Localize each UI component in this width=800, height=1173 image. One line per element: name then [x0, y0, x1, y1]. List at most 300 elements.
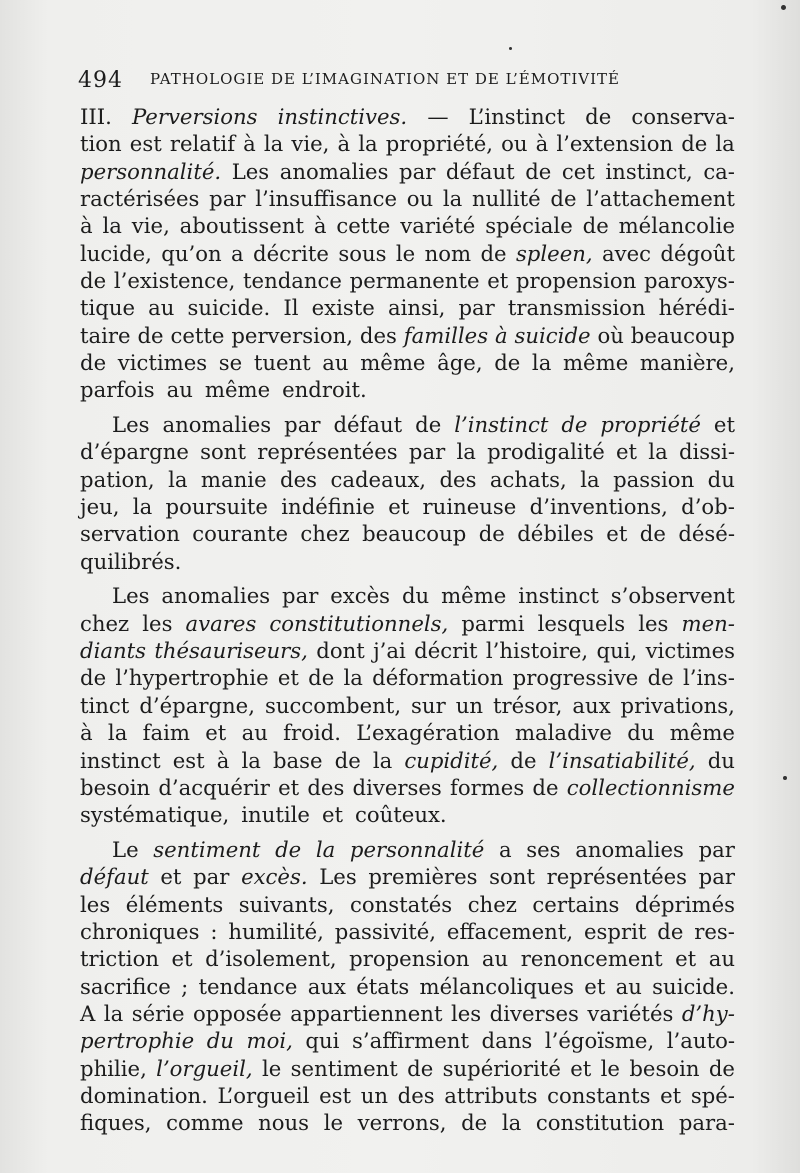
word: systématique,	[80, 802, 230, 828]
word: relatif	[169, 131, 236, 157]
word: un	[360, 1082, 388, 1108]
word: de	[525, 158, 552, 184]
word: est	[129, 131, 162, 157]
word: Les	[112, 412, 150, 438]
word: froid.	[283, 720, 341, 746]
word: du	[707, 747, 735, 773]
word: ca-	[703, 158, 735, 184]
word: suicide.	[187, 295, 271, 321]
text-line	[80, 158, 735, 185]
word: qui,	[596, 638, 638, 664]
word: :	[210, 918, 218, 944]
word: triction	[80, 946, 159, 972]
word: même	[562, 350, 629, 376]
text-line	[80, 349, 735, 376]
word: constitutionnels,	[269, 610, 449, 636]
word: thésauriseurs,	[154, 638, 308, 664]
word: diants	[80, 638, 147, 664]
word: la	[241, 747, 261, 773]
word: de	[80, 268, 107, 294]
word: est	[172, 747, 205, 773]
word: se	[218, 350, 243, 376]
word: mélancoliques	[419, 973, 575, 999]
word: a	[498, 836, 512, 862]
word: propension	[349, 946, 470, 972]
word: la	[501, 1110, 522, 1136]
text-line	[80, 1027, 735, 1054]
word: du	[206, 1028, 234, 1054]
word: au	[481, 946, 509, 972]
word: même	[204, 377, 271, 403]
word: ;	[181, 973, 189, 999]
word: victimes	[645, 638, 735, 664]
word: domination.	[80, 1082, 208, 1108]
word: men-	[681, 610, 735, 636]
word: âge,	[437, 350, 483, 376]
word: renoncement	[520, 946, 663, 972]
word: esprit	[583, 918, 647, 944]
word: indéfinie	[281, 494, 375, 520]
word: trésor,	[492, 692, 563, 718]
word: et	[388, 494, 410, 520]
word: représentées	[546, 864, 688, 890]
text-line	[80, 836, 735, 863]
word: opposée	[193, 1000, 282, 1026]
text-line	[80, 863, 735, 890]
word: nom	[424, 240, 472, 266]
word: l’attachement	[586, 186, 735, 212]
text-line	[80, 774, 735, 801]
word: de	[561, 412, 588, 438]
word: décrit	[414, 638, 478, 664]
word: besoin	[629, 1055, 700, 1081]
word: L’exagération	[356, 720, 500, 746]
word: qui	[305, 1028, 340, 1054]
word: tion	[80, 131, 122, 157]
word: cupidité,	[404, 747, 499, 773]
word: la	[132, 494, 153, 520]
text-line	[80, 294, 735, 321]
text-line	[80, 376, 735, 403]
word: au	[322, 350, 349, 376]
word: à	[535, 131, 549, 157]
word: sont	[200, 439, 246, 465]
word: par	[282, 583, 319, 609]
word: prodigalité	[487, 439, 605, 465]
word: chez	[300, 521, 350, 547]
text-line	[80, 973, 735, 1000]
word: constants	[547, 1082, 651, 1108]
word: défaut	[445, 158, 515, 184]
word: la	[343, 665, 363, 691]
word: spéciale	[485, 213, 573, 239]
word: Les	[319, 864, 357, 890]
word: au	[241, 720, 268, 746]
word: l’orgueil,	[156, 1055, 253, 1081]
word: victimes	[117, 350, 208, 376]
word: de	[681, 131, 708, 157]
word: succombent,	[264, 692, 402, 718]
word: lucide,	[80, 240, 152, 266]
word: comme	[166, 1110, 244, 1136]
word: propriété	[600, 412, 701, 438]
word: propension	[515, 268, 637, 294]
word: la	[648, 439, 668, 465]
paragraph	[80, 103, 735, 404]
word: la	[107, 720, 128, 746]
word: et	[584, 973, 606, 999]
word: beaucoup	[362, 521, 467, 547]
word: d’inventions,	[529, 494, 668, 520]
word: appartiennent	[290, 1000, 443, 1026]
word: anomalies	[162, 412, 272, 438]
word: dégoût	[660, 240, 735, 266]
word: les	[638, 610, 669, 636]
word: —	[427, 104, 449, 129]
word: cadeaux,	[330, 466, 427, 492]
text-line	[80, 185, 735, 212]
word: chez	[467, 891, 517, 917]
word: la	[315, 836, 336, 862]
word: verrons,	[357, 1110, 447, 1136]
word: la	[372, 747, 393, 773]
word: para-	[678, 1110, 735, 1136]
word: achats,	[489, 466, 567, 492]
word: attributs	[444, 1082, 538, 1108]
word: spleen,	[515, 240, 593, 266]
word: par	[458, 295, 495, 321]
word: chroniques	[80, 918, 200, 944]
word: à	[494, 322, 508, 348]
word: tuent	[253, 350, 311, 376]
word: variété	[400, 213, 476, 239]
word: dont	[316, 638, 365, 664]
word: et	[160, 864, 182, 890]
word: décrite	[253, 240, 329, 266]
word: propriété,	[385, 131, 494, 157]
word: spé-	[690, 1082, 735, 1108]
word: et	[570, 1055, 592, 1081]
word: courante	[192, 521, 288, 547]
word: par	[698, 864, 735, 890]
word: et	[675, 946, 697, 972]
word: permanente	[349, 268, 480, 294]
word: A	[80, 1000, 96, 1026]
word: de	[708, 1055, 735, 1081]
word: de	[582, 213, 609, 239]
word: nous	[258, 1110, 310, 1136]
word: ses	[526, 836, 561, 862]
word: pertrophie	[80, 1028, 195, 1054]
word: constatés	[349, 891, 453, 917]
word: parfois	[80, 377, 155, 403]
word: avares	[185, 610, 257, 636]
word: du	[401, 583, 430, 609]
word: sentiment	[290, 1055, 398, 1081]
word: aux	[572, 692, 611, 718]
word: nullité	[472, 186, 541, 212]
word: le	[600, 1055, 620, 1081]
running-title: PATHOLOGIE DE L’IMAGINATION ET DE L’ÉMOTIVITÉ	[150, 70, 621, 88]
word: de	[480, 240, 507, 266]
word: de	[80, 350, 107, 376]
word: les	[80, 891, 111, 917]
text-line	[80, 267, 735, 294]
word: l’auto-	[666, 1028, 735, 1054]
word: j’ai	[373, 638, 406, 664]
word: suicide.	[652, 973, 735, 999]
word: débiles	[517, 521, 594, 547]
text-line	[80, 918, 735, 945]
word: s’observent	[610, 583, 735, 609]
word: instinct	[80, 747, 161, 773]
word: au	[615, 973, 642, 999]
word: au	[708, 946, 735, 972]
word: à	[337, 131, 351, 157]
word: et	[606, 521, 628, 547]
word: déformation	[372, 665, 504, 691]
word: de	[647, 665, 674, 691]
word: de	[80, 665, 107, 691]
text-line	[80, 610, 735, 637]
word: Perversions	[131, 104, 258, 129]
word: faim	[142, 720, 190, 746]
word: anomalies	[279, 158, 389, 184]
word: dans	[481, 1028, 533, 1054]
word: ractérisées	[80, 186, 200, 212]
word: par	[399, 158, 436, 184]
word: l’extension	[556, 131, 674, 157]
word: du	[627, 720, 655, 746]
word: par	[698, 836, 735, 862]
word: chez	[80, 610, 130, 636]
word: formes	[449, 774, 525, 800]
word: par	[193, 864, 230, 890]
ink-speck	[781, 5, 786, 10]
word: fiques,	[80, 1110, 152, 1136]
word: à	[80, 213, 93, 239]
word: le	[323, 1110, 344, 1136]
word: du	[707, 466, 735, 492]
word: la	[263, 131, 284, 157]
word: par	[284, 412, 321, 438]
word: la	[580, 466, 600, 492]
word: de	[461, 1110, 488, 1136]
text-line	[80, 664, 735, 691]
word: supériorité	[442, 1055, 561, 1081]
word: d’isolement,	[205, 946, 337, 972]
word: perversion,	[231, 322, 354, 348]
word: et	[205, 720, 227, 746]
word: la	[442, 186, 463, 212]
word: des	[307, 774, 345, 800]
word: Les	[112, 583, 150, 609]
word: passivité,	[334, 918, 437, 944]
word: maladive	[514, 720, 612, 746]
word: certains	[532, 891, 620, 917]
text-line	[80, 438, 735, 465]
word: de	[308, 665, 335, 691]
page-number: 494	[78, 68, 123, 93]
word: progressive	[512, 665, 639, 691]
word: de	[334, 747, 361, 773]
word: instinct,	[605, 158, 693, 184]
word: le	[261, 1055, 282, 1081]
word: où	[597, 322, 624, 348]
word: anomalies	[161, 583, 271, 609]
word: base	[272, 747, 323, 773]
word: la	[103, 1000, 124, 1026]
word: la	[715, 131, 735, 157]
text-line	[80, 103, 735, 130]
word: philie,	[80, 1055, 147, 1081]
word: transmission	[507, 295, 646, 321]
word: qu’on	[161, 240, 222, 266]
word: privations,	[620, 692, 735, 718]
word: avec	[601, 240, 651, 266]
text-line	[80, 548, 735, 575]
word: des	[397, 1082, 435, 1108]
ink-speck	[509, 47, 512, 50]
word: anomalies	[575, 836, 684, 862]
word: vie,	[131, 213, 170, 239]
text-line	[80, 411, 735, 438]
text-line	[80, 945, 735, 972]
word: la	[168, 466, 188, 492]
word: de	[639, 521, 666, 547]
word: états	[356, 973, 410, 999]
ink-speck	[783, 776, 787, 780]
word: défaut	[80, 864, 149, 890]
word: taire	[80, 322, 131, 348]
paragraph	[80, 411, 735, 575]
word: endroit.	[282, 377, 367, 403]
word: suivants,	[238, 891, 335, 917]
word: de	[532, 774, 559, 800]
word: des	[359, 322, 397, 348]
body-text	[80, 103, 735, 1137]
word: servation	[80, 521, 180, 547]
word: humilité,	[228, 918, 324, 944]
word: la	[531, 350, 552, 376]
word: série	[131, 1000, 185, 1026]
word: désé-	[678, 521, 735, 547]
word: l’insatiabilité,	[548, 747, 696, 773]
word: excès.	[241, 864, 308, 890]
word: l’hypertrophie	[115, 665, 269, 691]
word: par	[408, 439, 446, 465]
word: tique	[80, 295, 136, 321]
word: sentiment	[153, 836, 261, 862]
word: diverses	[352, 774, 442, 800]
text-line	[80, 466, 735, 493]
text-line	[80, 891, 735, 918]
word: hérédi-	[658, 295, 735, 321]
word: coûteux.	[355, 802, 447, 828]
word: L’instinct	[468, 104, 565, 129]
word: de	[275, 836, 302, 862]
word: de	[407, 1055, 434, 1081]
word: de	[415, 412, 442, 438]
text-line	[80, 1055, 735, 1082]
word: à	[80, 720, 93, 746]
word: personnalité.	[80, 158, 222, 184]
text-line	[80, 692, 735, 719]
word: sacrifice	[80, 973, 171, 999]
text-line	[80, 212, 735, 239]
word: de	[137, 322, 164, 348]
text-line	[80, 719, 735, 746]
word: l’insuffisance	[255, 186, 398, 212]
word: familles	[403, 322, 489, 348]
word: cette	[170, 322, 225, 348]
word: parmi	[461, 610, 525, 636]
word: Les	[231, 158, 270, 184]
word: collectionnisme	[566, 774, 735, 800]
word: paroxys-	[643, 268, 735, 294]
word: la	[102, 213, 122, 239]
word: et	[660, 1082, 682, 1108]
word: moi,	[246, 1028, 293, 1054]
word: ou	[501, 131, 528, 157]
word: vie,	[291, 131, 330, 157]
word: effacement,	[446, 918, 574, 944]
word: et	[277, 665, 299, 691]
text-line	[80, 637, 735, 664]
word: par	[209, 186, 246, 212]
word: beaucoup	[630, 322, 735, 348]
word: de	[550, 186, 577, 212]
word: s’affirment	[351, 1028, 469, 1054]
word: et	[321, 802, 344, 828]
word: de	[478, 521, 505, 547]
text-line	[80, 520, 735, 547]
word: res-	[694, 918, 735, 944]
word: mélancolie	[618, 213, 735, 239]
word: ruineuse	[422, 494, 517, 520]
word: tinct	[80, 692, 130, 718]
word: des	[439, 466, 477, 492]
text-line	[80, 801, 735, 828]
word: variétés	[587, 1000, 674, 1026]
page-header	[78, 68, 738, 98]
word: l’ins-	[682, 665, 735, 691]
paragraph	[80, 836, 735, 1137]
word: diverses	[489, 1000, 579, 1026]
word: défaut	[333, 412, 403, 438]
word: les	[450, 1000, 482, 1026]
text-line	[80, 747, 735, 774]
word: et	[278, 774, 300, 800]
word: d’hy-	[681, 1000, 735, 1026]
word: est	[319, 1082, 352, 1108]
word: existe	[311, 295, 375, 321]
word: et	[171, 946, 193, 972]
word: instinctives.	[277, 104, 408, 129]
word: jeu,	[80, 494, 120, 520]
word: le	[395, 240, 416, 266]
word: au	[148, 295, 175, 321]
word: l’histoire,	[485, 638, 589, 664]
word: de	[585, 104, 612, 129]
word: la	[358, 131, 378, 157]
word: même	[360, 350, 426, 376]
word: au	[166, 377, 193, 403]
word: besoin	[80, 774, 151, 800]
word: pation,	[80, 466, 155, 492]
word: d’épargne	[80, 439, 189, 465]
text-line	[80, 240, 735, 267]
